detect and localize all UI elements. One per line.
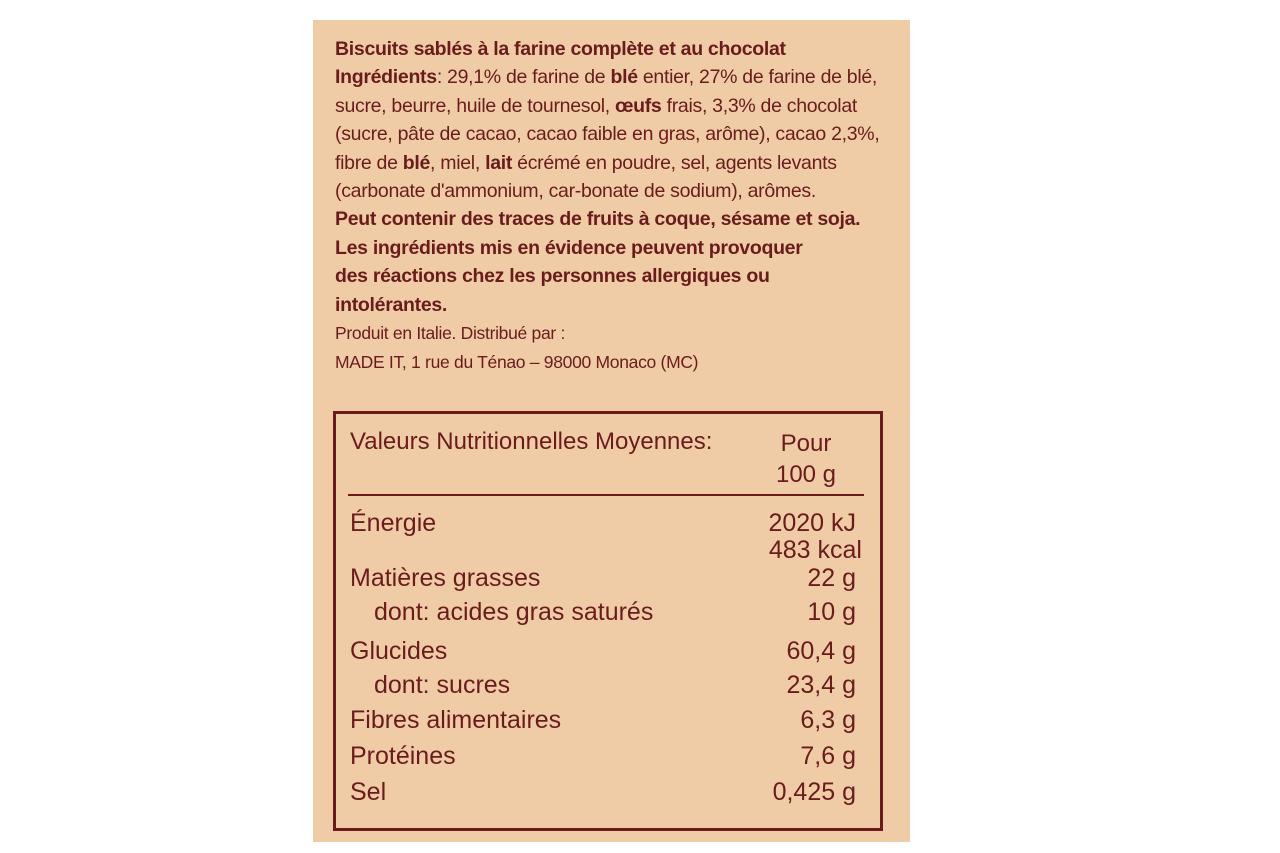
ingredients-text-5: écrémé en poudre, sel, agents levants (carbonate d'ammonium, car-bonate de sodium), arômes. — [335, 151, 837, 203]
nutrient-name: dont: sucres — [374, 671, 511, 699]
allergen-ble-1: blé — [610, 66, 638, 89]
allergy-warning-line-3: intolérantes. — [335, 293, 448, 316]
nutrient-value: 23,4 g — [786, 671, 856, 699]
ingredients-text-1: : 29,1% de farine de — [436, 66, 611, 89]
ingredients-text-2: entier, 27% de farine de blé, sucre, beurre, huile de tournesol, — [335, 66, 878, 117]
allergen-oeufs: œufs — [615, 94, 662, 117]
nutrient-value-kcal: 483 kcal — [768, 536, 862, 564]
nutrition-table — [333, 411, 883, 831]
product-title: Biscuits sablés à la farine complète et au chocolat — [335, 38, 786, 60]
per-line-2: 100 g — [775, 461, 837, 488]
nutrient-name: Matières grasses — [350, 564, 541, 592]
product-label — [313, 20, 910, 842]
nutrient-value: 7,6 g — [800, 742, 856, 770]
nutrient-name: Protéines — [350, 742, 456, 770]
allergy-warning-line-1: Les ingrédients mis en évidence peuvent provoquer — [335, 236, 803, 259]
nutrient-value: 22 g — [807, 564, 856, 592]
allergen-lait: lait — [485, 151, 513, 174]
nutrient-value: 10 g — [807, 598, 856, 626]
per-line-1: Pour — [780, 430, 832, 457]
ingredients-text-4: , miel, — [430, 151, 486, 174]
origin-text: Produit en Italie. Distribué par : — [335, 323, 566, 344]
nutrient-value: 0,425 g — [772, 778, 856, 806]
ingredients-block — [335, 35, 895, 376]
ingredients-text-3: frais, 3,3% de chocolat (sucre, pâte de cacao, cacao faible en gras, arôme), cacao 2,3%, fibre de — [335, 94, 880, 174]
ingredients-list — [335, 63, 895, 205]
nutrition-per-100g — [756, 428, 856, 490]
nutrient-name: Fibres alimentaires — [350, 706, 562, 734]
nutrient-value: 6,3 g — [800, 706, 856, 734]
nutrient-name: Sel — [350, 778, 387, 806]
table-divider — [348, 494, 864, 496]
nutrition-heading: Valeurs Nutritionnelles Moyennes: — [350, 428, 713, 455]
nutrient-name: Énergie — [350, 509, 437, 537]
nutrient-value: 2020 kJ — [768, 509, 856, 537]
traces-warning: Peut contenir des traces de fruits à coque, sésame et soja. — [335, 208, 861, 231]
nutrient-name: dont: acides gras saturés — [374, 598, 654, 626]
nutrient-value: 60,4 g — [786, 637, 856, 665]
distributor-address: MADE IT, 1 rue du Ténao – 98000 Monaco (MC) — [335, 351, 699, 372]
allergen-ble-2: blé — [402, 151, 431, 174]
nutrient-name: Glucides — [350, 637, 448, 665]
allergy-warning-line-2: des réactions chez les personnes allergiques ou — [335, 265, 770, 288]
ingredients-label: Ingrédients — [335, 66, 437, 89]
